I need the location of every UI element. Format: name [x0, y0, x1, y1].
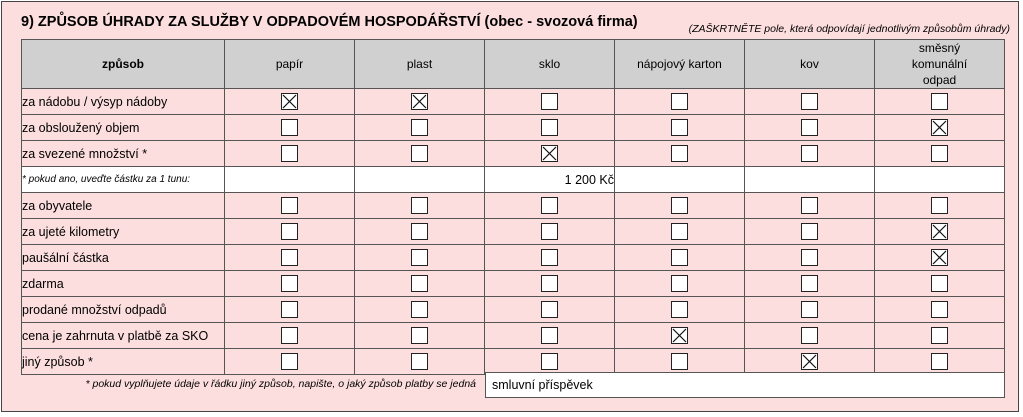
- cross-mark-icon: [412, 94, 427, 109]
- cross-mark-icon: [672, 328, 687, 343]
- method-label: cena je zahrnuta v platbě za SKO: [22, 323, 225, 349]
- checkbox-paper[interactable]: [281, 327, 298, 344]
- method-label: zdarma: [22, 271, 225, 297]
- amount-row: [22, 167, 1005, 193]
- checkbox-beverage-carton[interactable]: [671, 223, 688, 240]
- checkbox-cell: [355, 141, 485, 167]
- method-row: [22, 323, 1005, 349]
- checkbox-mixed-waste[interactable]: [931, 275, 948, 292]
- header-row: [22, 40, 1005, 89]
- checkbox-plastic[interactable]: [411, 119, 428, 136]
- checkbox-metal[interactable]: [801, 301, 818, 318]
- checkbox-paper[interactable]: [281, 145, 298, 162]
- checkbox-paper[interactable]: [281, 249, 298, 266]
- method-label: paušální částka: [22, 245, 225, 271]
- checkbox-cell: [875, 271, 1005, 297]
- checkbox-beverage-carton[interactable]: [671, 197, 688, 214]
- checkbox-cell: [355, 219, 485, 245]
- checkbox-cell: [355, 323, 485, 349]
- checkbox-mixed-waste[interactable]: [931, 197, 948, 214]
- method-label: prodané množství odpadů: [22, 297, 225, 323]
- checkbox-beverage-carton[interactable]: [671, 275, 688, 292]
- checkbox-plastic[interactable]: [411, 353, 428, 370]
- checkbox-cell: [615, 89, 745, 115]
- checkbox-cell: [745, 323, 875, 349]
- checkbox-plastic[interactable]: [411, 93, 428, 110]
- checkbox-paper[interactable]: [281, 275, 298, 292]
- cross-mark-icon: [932, 120, 947, 135]
- checkbox-cell: [225, 193, 355, 219]
- checkbox-plastic[interactable]: [411, 327, 428, 344]
- method-row: [22, 89, 1005, 115]
- checkbox-cell: [745, 349, 875, 375]
- checkbox-paper[interactable]: [281, 119, 298, 136]
- amount-field-metal[interactable]: [745, 167, 875, 193]
- method-row: [22, 219, 1005, 245]
- checkbox-metal[interactable]: [801, 275, 818, 292]
- cross-mark-icon: [542, 146, 557, 161]
- checkbox-cell: [485, 115, 615, 141]
- checkbox-metal[interactable]: [801, 353, 818, 370]
- checkbox-cell: [615, 193, 745, 219]
- checkbox-paper[interactable]: [281, 223, 298, 240]
- checkbox-cell: [615, 245, 745, 271]
- amount-field-plastic[interactable]: [355, 167, 485, 193]
- checkbox-glass[interactable]: [541, 249, 558, 266]
- checkbox-plastic[interactable]: [411, 197, 428, 214]
- checkbox-beverage-carton[interactable]: [671, 301, 688, 318]
- amount-field-beverage-carton[interactable]: [615, 167, 745, 193]
- method-row: [22, 297, 1005, 323]
- section-title: 9) ZPŮSOB ÚHRADY ZA SLUŽBY V ODPADOVÉM HOSPODÁŘSTVÍ (obec - svozová firma): [21, 14, 638, 30]
- checkbox-paper[interactable]: [281, 197, 298, 214]
- checkbox-cell: [615, 349, 745, 375]
- checkbox-cell: [485, 245, 615, 271]
- method-row: [22, 349, 1005, 375]
- checkbox-mixed-waste[interactable]: [931, 327, 948, 344]
- checkbox-mixed-waste[interactable]: [931, 353, 948, 370]
- checkbox-glass[interactable]: [541, 223, 558, 240]
- checkbox-metal[interactable]: [801, 197, 818, 214]
- checkbox-plastic[interactable]: [411, 223, 428, 240]
- checkbox-glass[interactable]: [541, 119, 558, 136]
- checkbox-paper[interactable]: [281, 353, 298, 370]
- header-paper: papír: [225, 40, 355, 89]
- checkbox-glass[interactable]: [541, 93, 558, 110]
- checkbox-glass[interactable]: [541, 301, 558, 318]
- checkbox-metal[interactable]: [801, 93, 818, 110]
- checkbox-cell: [875, 323, 1005, 349]
- checkbox-cell: [745, 115, 875, 141]
- checkbox-metal[interactable]: [801, 223, 818, 240]
- checkbox-cell: [225, 271, 355, 297]
- checkbox-paper[interactable]: [281, 93, 298, 110]
- checkbox-cell: [485, 297, 615, 323]
- header-glass: sklo: [485, 40, 615, 89]
- checkbox-beverage-carton[interactable]: [671, 249, 688, 266]
- method-row: [22, 115, 1005, 141]
- other-method-note: * pokud vyplňujete údaje v řádku jiný způsob, napište, o jaký způsob platby se jedná: [85, 378, 476, 390]
- checkbox-mixed-waste[interactable]: [931, 119, 948, 136]
- checkbox-glass[interactable]: [541, 197, 558, 214]
- cross-mark-icon: [932, 250, 947, 265]
- header-mixed-waste: směsný komunální odpad: [875, 40, 1005, 89]
- amount-row-label: * pokud ano, uveďte částku za 1 tunu:: [22, 167, 225, 193]
- checkbox-beverage-carton[interactable]: [671, 93, 688, 110]
- instruction-note: (ZAŠKRTNĚTE pole, která odpovídají jednotlivým způsobům úhrady): [688, 23, 1010, 35]
- checkbox-metal[interactable]: [801, 119, 818, 136]
- amount-field-glass[interactable]: 1 200 Kč: [485, 167, 615, 193]
- checkbox-mixed-waste[interactable]: [931, 145, 948, 162]
- checkbox-metal[interactable]: [801, 327, 818, 344]
- other-method-field[interactable]: smluvní příspěvek: [485, 372, 1005, 398]
- checkbox-cell: [225, 323, 355, 349]
- checkbox-mixed-waste[interactable]: [931, 301, 948, 318]
- checkbox-cell: [225, 141, 355, 167]
- checkbox-cell: [225, 349, 355, 375]
- checkbox-metal[interactable]: [801, 249, 818, 266]
- method-label: za nádobu / výsyp nádoby: [22, 89, 225, 115]
- checkbox-cell: [875, 141, 1005, 167]
- checkbox-cell: [615, 115, 745, 141]
- checkbox-cell: [225, 89, 355, 115]
- checkbox-cell: [745, 141, 875, 167]
- header-method: způsob: [22, 40, 225, 89]
- checkbox-cell: [745, 193, 875, 219]
- checkbox-cell: [485, 193, 615, 219]
- checkbox-plastic[interactable]: [411, 145, 428, 162]
- checkbox-cell: [745, 297, 875, 323]
- checkbox-cell: [875, 245, 1005, 271]
- checkbox-cell: [355, 349, 485, 375]
- method-label: za ujeté kilometry: [22, 219, 225, 245]
- amount-field-mixed-waste[interactable]: [875, 167, 1005, 193]
- checkbox-plastic[interactable]: [411, 275, 428, 292]
- checkbox-cell: [875, 297, 1005, 323]
- checkbox-mixed-waste[interactable]: [931, 93, 948, 110]
- checkbox-glass[interactable]: [541, 353, 558, 370]
- checkbox-plastic[interactable]: [411, 301, 428, 318]
- checkbox-cell: [355, 297, 485, 323]
- checkbox-cell: [615, 219, 745, 245]
- checkbox-cell: [745, 245, 875, 271]
- checkbox-beverage-carton[interactable]: [671, 145, 688, 162]
- checkbox-cell: [615, 271, 745, 297]
- checkbox-cell: [485, 141, 615, 167]
- cross-mark-icon: [802, 354, 817, 369]
- checkbox-cell: [745, 271, 875, 297]
- checkbox-cell: [355, 245, 485, 271]
- checkbox-plastic[interactable]: [411, 249, 428, 266]
- method-row: [22, 141, 1005, 167]
- amount-field-paper[interactable]: [225, 167, 355, 193]
- checkbox-mixed-waste[interactable]: [931, 249, 948, 266]
- header-plastic: plast: [355, 40, 485, 89]
- method-row: [22, 245, 1005, 271]
- checkbox-cell: [615, 297, 745, 323]
- checkbox-mixed-waste[interactable]: [931, 223, 948, 240]
- checkbox-cell: [485, 349, 615, 375]
- checkbox-cell: [875, 193, 1005, 219]
- checkbox-beverage-carton[interactable]: [671, 327, 688, 344]
- form-panel: [1, 1, 1019, 412]
- checkbox-beverage-carton[interactable]: [671, 119, 688, 136]
- header-beverage-carton: nápojový karton: [615, 40, 745, 89]
- header-metal: kov: [745, 40, 875, 89]
- checkbox-cell: [875, 219, 1005, 245]
- cross-mark-icon: [932, 224, 947, 239]
- checkbox-cell: [615, 141, 745, 167]
- checkbox-metal[interactable]: [801, 145, 818, 162]
- checkbox-cell: [355, 193, 485, 219]
- checkbox-cell: [875, 89, 1005, 115]
- checkbox-glass[interactable]: [541, 327, 558, 344]
- checkbox-cell: [225, 219, 355, 245]
- checkbox-cell: [615, 323, 745, 349]
- method-label: za obsloužený objem: [22, 115, 225, 141]
- checkbox-cell: [875, 349, 1005, 375]
- cross-mark-icon: [282, 94, 297, 109]
- method-label: jiný způsob *: [22, 349, 225, 375]
- payment-method-table: [21, 39, 1005, 375]
- checkbox-cell: [355, 271, 485, 297]
- checkbox-cell: [225, 297, 355, 323]
- checkbox-cell: [485, 219, 615, 245]
- checkbox-cell: [355, 89, 485, 115]
- checkbox-cell: [485, 323, 615, 349]
- checkbox-beverage-carton[interactable]: [671, 353, 688, 370]
- checkbox-cell: [745, 89, 875, 115]
- checkbox-glass[interactable]: [541, 145, 558, 162]
- checkbox-paper[interactable]: [281, 301, 298, 318]
- checkbox-cell: [225, 115, 355, 141]
- checkbox-cell: [485, 271, 615, 297]
- method-label: za obyvatele: [22, 193, 225, 219]
- checkbox-glass[interactable]: [541, 275, 558, 292]
- checkbox-cell: [225, 245, 355, 271]
- method-row: [22, 271, 1005, 297]
- checkbox-cell: [875, 115, 1005, 141]
- method-row: [22, 193, 1005, 219]
- method-label: za svezené množství *: [22, 141, 225, 167]
- checkbox-cell: [485, 89, 615, 115]
- checkbox-cell: [745, 219, 875, 245]
- checkbox-cell: [355, 115, 485, 141]
